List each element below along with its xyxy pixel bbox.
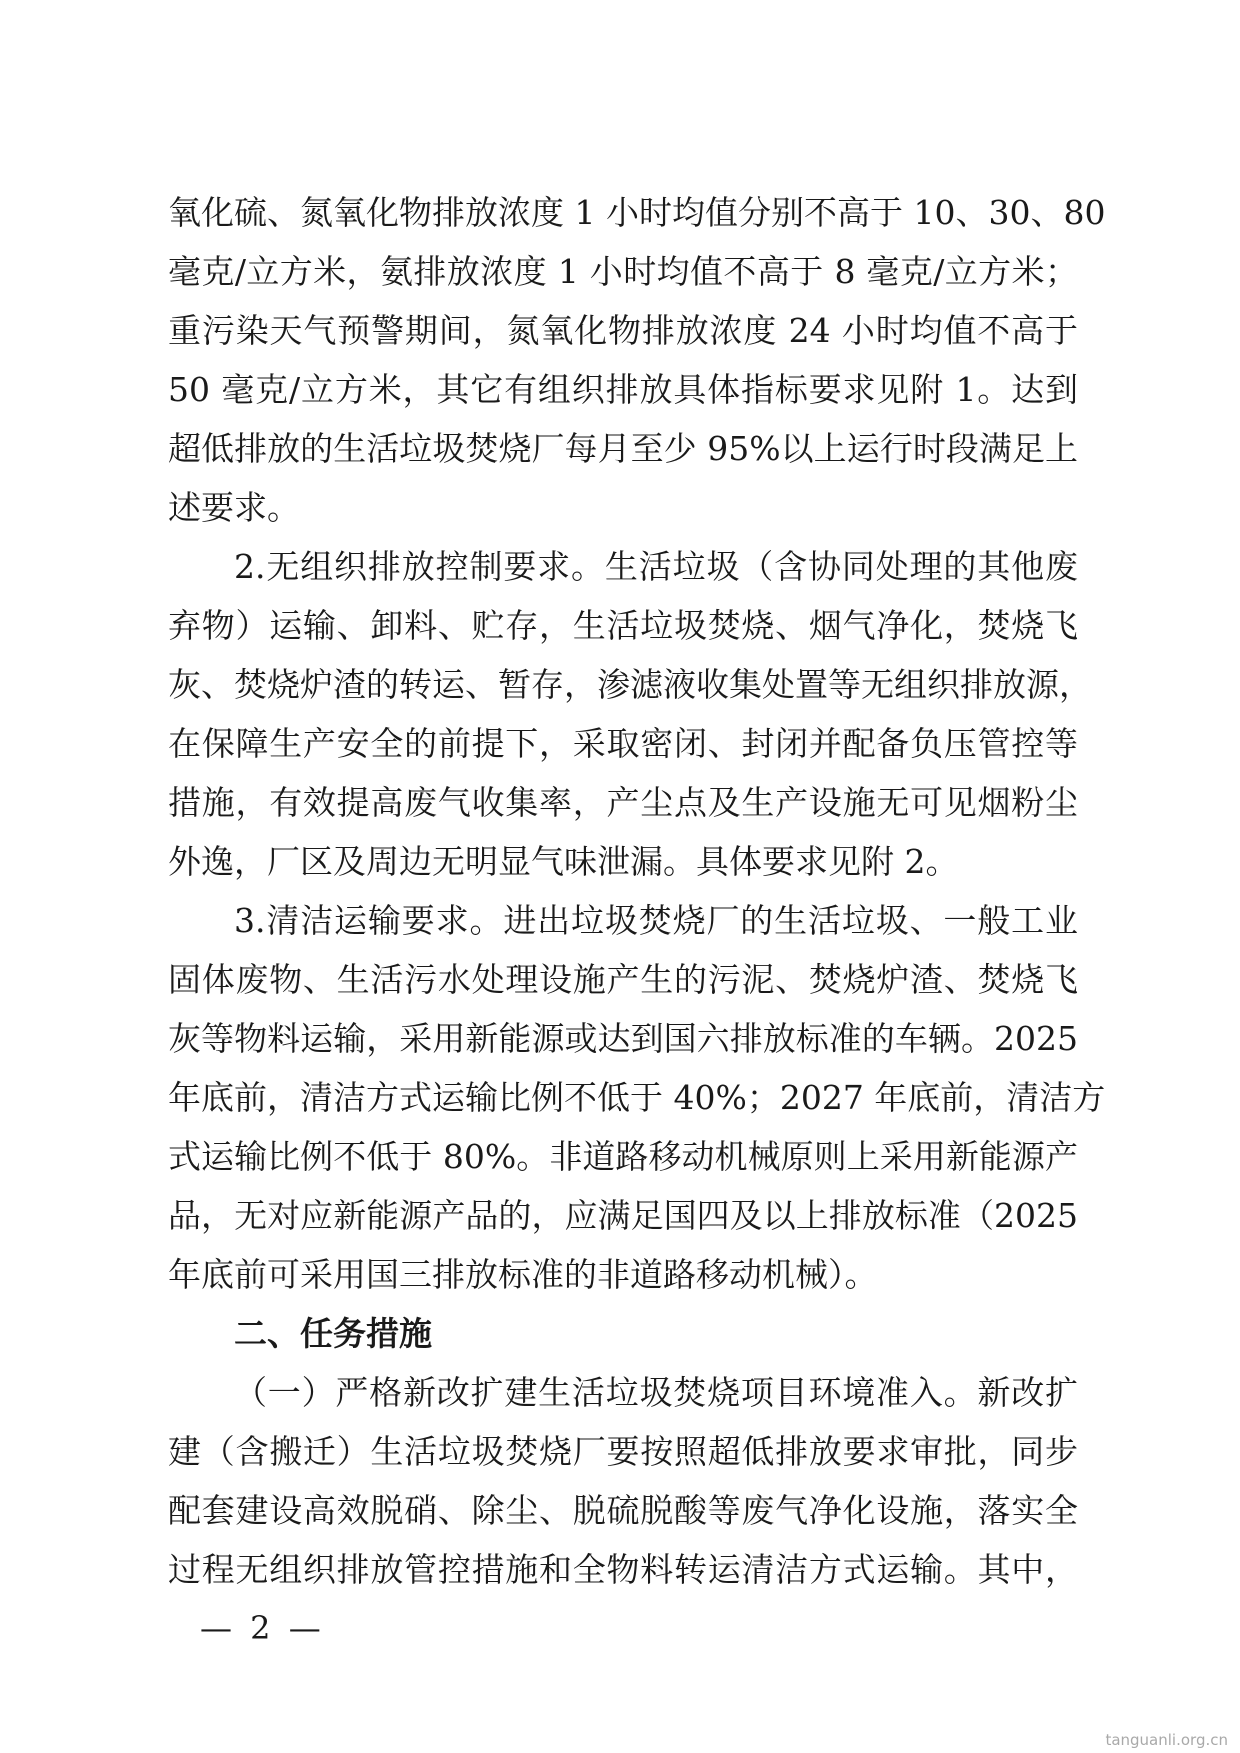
watermark: tanguanli.org.cn xyxy=(1105,1731,1228,1749)
text-line: 固体废物、生活污水处理设施产生的污泥、焚烧炉渣、焚烧飞 xyxy=(168,960,1078,999)
section-heading: 二、任务措施 xyxy=(234,1314,432,1353)
text-line: 建（含搬迁）生活垃圾焚烧厂要按照超低排放要求审批，同步 xyxy=(168,1432,1078,1471)
text-line: 超低排放的生活垃圾焚烧厂每月至少 95%以上运行时段满足上 xyxy=(168,429,1078,468)
document-body xyxy=(168,183,1106,1599)
text-line: 年底前可采用国三排放标准的非道路移动机械）。 xyxy=(168,1255,878,1294)
text-line: 在保障生产安全的前提下，采取密闭、封闭并配备负压管控等 xyxy=(168,724,1078,763)
text-line: 毫克/立方米，氨排放浓度 1 小时均值不高于 8 毫克/立方米； xyxy=(168,252,1078,291)
text-line: 50 毫克/立方米，其它有组织排放具体指标要求见附 1。达到 xyxy=(168,370,1078,409)
text-line: 外逸，厂区及周边无明显气味泄漏。具体要求见附 2。 xyxy=(168,842,959,881)
text-line: 配套建设高效脱硝、除尘、脱硫脱酸等废气净化设施，落实全 xyxy=(168,1491,1078,1530)
text-line: 述要求。 xyxy=(168,488,300,527)
text-line: 弃物）运输、卸料、贮存，生活垃圾焚烧、烟气净化，焚烧飞 xyxy=(168,606,1078,645)
text-line: 品，无对应新能源产品的，应满足国四及以上排放标准（2025 xyxy=(168,1196,1078,1235)
text-line: 2.无组织排放控制要求。生活垃圾（含协同处理的其他废 xyxy=(234,547,1078,586)
text-line: 灰等物料运输，采用新能源或达到国六排放标准的车辆。2025 xyxy=(168,1019,1078,1058)
text-line: （一）严格新改扩建生活垃圾焚烧项目环境准入。新改扩 xyxy=(234,1373,1078,1412)
text-line: 氧化硫、氮氧化物排放浓度 1 小时均值分别不高于 10、30、80 xyxy=(168,193,1106,232)
text-line: 灰、焚烧炉渣的转运、暂存，渗滤液收集处置等无组织排放源， xyxy=(168,665,1092,704)
text-line: 措施，有效提高废气收集率，产尘点及生产设施无可见烟粉尘 xyxy=(168,783,1078,822)
text-line: 年底前，清洁方式运输比例不低于 40%；2027 年底前，清洁方 xyxy=(168,1078,1106,1117)
text-line: 重污染天气预警期间，氮氧化物排放浓度 24 小时均值不高于 xyxy=(168,311,1078,350)
text-line: 式运输比例不低于 80%。非道路移动机械原则上采用新能源产 xyxy=(168,1137,1078,1176)
text-line: 过程无组织排放管控措施和全物料转运清洁方式运输。其中， xyxy=(168,1550,1078,1589)
text-line: 3.清洁运输要求。进出垃圾焚烧厂的生活垃圾、一般工业 xyxy=(234,901,1078,940)
page-number: — 2 — xyxy=(200,1609,325,1647)
